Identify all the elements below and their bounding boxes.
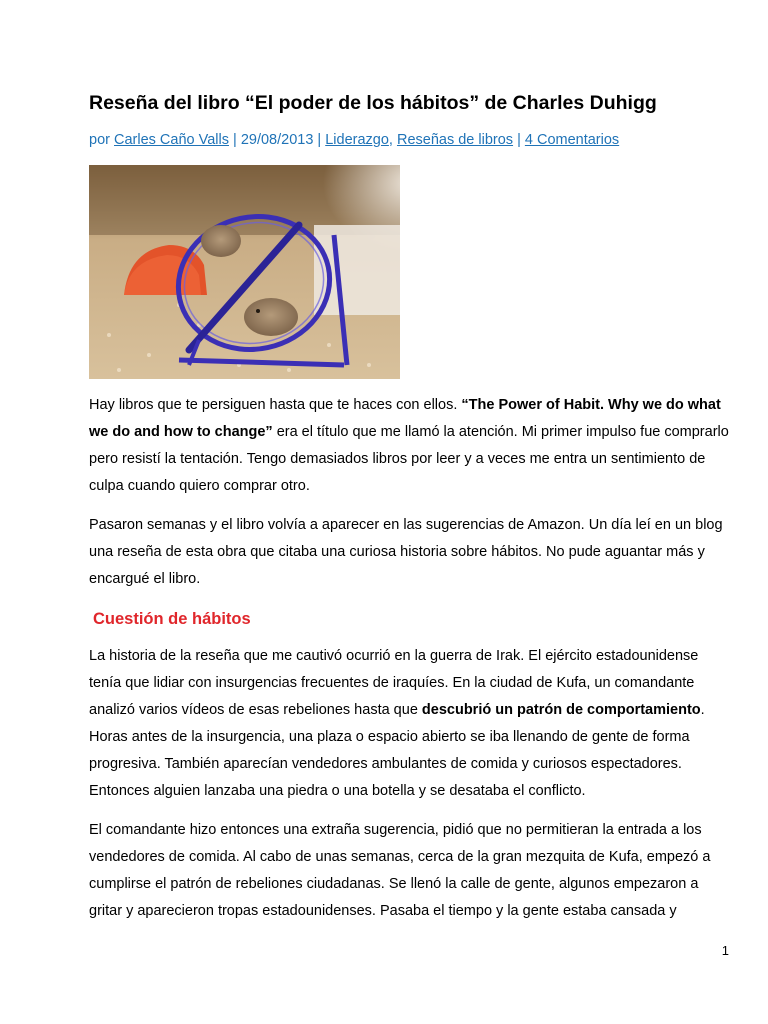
article-title: Reseña del libro “El poder de los hábitos” de Charles Duhigg	[89, 92, 657, 114]
hamster-wheel-photo	[89, 165, 400, 379]
publish-date: 29/08/2013	[240, 132, 314, 148]
meta-comma: ,	[388, 132, 397, 148]
section-heading: Cuestión de hábitos	[93, 610, 251, 628]
paragraph-intro: Hay libros que te persiguen hasta que te haces con ellos. “The Power of Habit. Why we do what we do and how to change” era el título que me llamó la atención. Mi primer impulso fue comprarlo pero resistí la tentación. Tengo demasiados libros por leer y a veces me entra un sentimiento de culpa cuando quiero comprar otro.	[89, 397, 729, 494]
category-link-liderazgo[interactable]: Liderazgo	[325, 132, 389, 148]
paragraph-commander: El comandante hizo entonces una extraña sugerencia, pidió que no permitieran la entrada a los vendedores de comida. Al cabo de unas semanas, cerca de la gran mezquita de Kufa, empezó a cumplirse el patrón de rebeliones ciudadanas. Se llenó la calle de gente, algunos empezaron a gritar y aparecieron tropas estadounidenses. Pasaba el tiempo y la gente estaba cansada y	[89, 822, 711, 919]
meta-separator: |	[513, 132, 525, 148]
comments-link[interactable]: 4 Comentarios	[524, 132, 620, 148]
author-link[interactable]: Carles Caño Valls	[114, 132, 229, 148]
meta-prefix: por	[89, 132, 114, 148]
paragraph-amazon: Pasaron semanas y el libro volvía a aparecer en las sugerencias de Amazon. Un día leí en un blog una reseña de esta obra que citaba una curiosa historia sobre hábitos. No pude aguantar más y encargué el libro.	[89, 517, 723, 587]
document-page	[89, 88, 729, 925]
meta-separator: |	[228, 132, 241, 148]
article-meta	[89, 130, 729, 150]
paragraph-irak: La historia de la reseña que me cautivó ocurrió en la guerra de Irak. El ejército estadounidense tenía que lidiar con insurgencias frecuentes de iraquíes. En la ciudad de Kufa, un comandante analizó varios vídeos de esas rebeliones hasta que descubrió un patrón de comportamiento. Horas antes de la insurgencia, una plaza o espacio abierto se iba llenando de gente de forma progresiva. También aparecían vendedores ambulantes de comida y curiosos espectadores. Entonces alguien lanzaba una piedra o una botella y se desataba el conflicto.	[89, 648, 705, 799]
page-number: 1	[721, 943, 729, 958]
pattern-bold: descubrió un patrón de comportamiento	[421, 702, 701, 718]
category-link-resenas[interactable]: Reseñas de libros	[396, 132, 514, 148]
meta-separator: |	[313, 132, 326, 148]
book-title-bold: “The Power of Habit. Why we do what we do and how to change”	[89, 397, 721, 440]
